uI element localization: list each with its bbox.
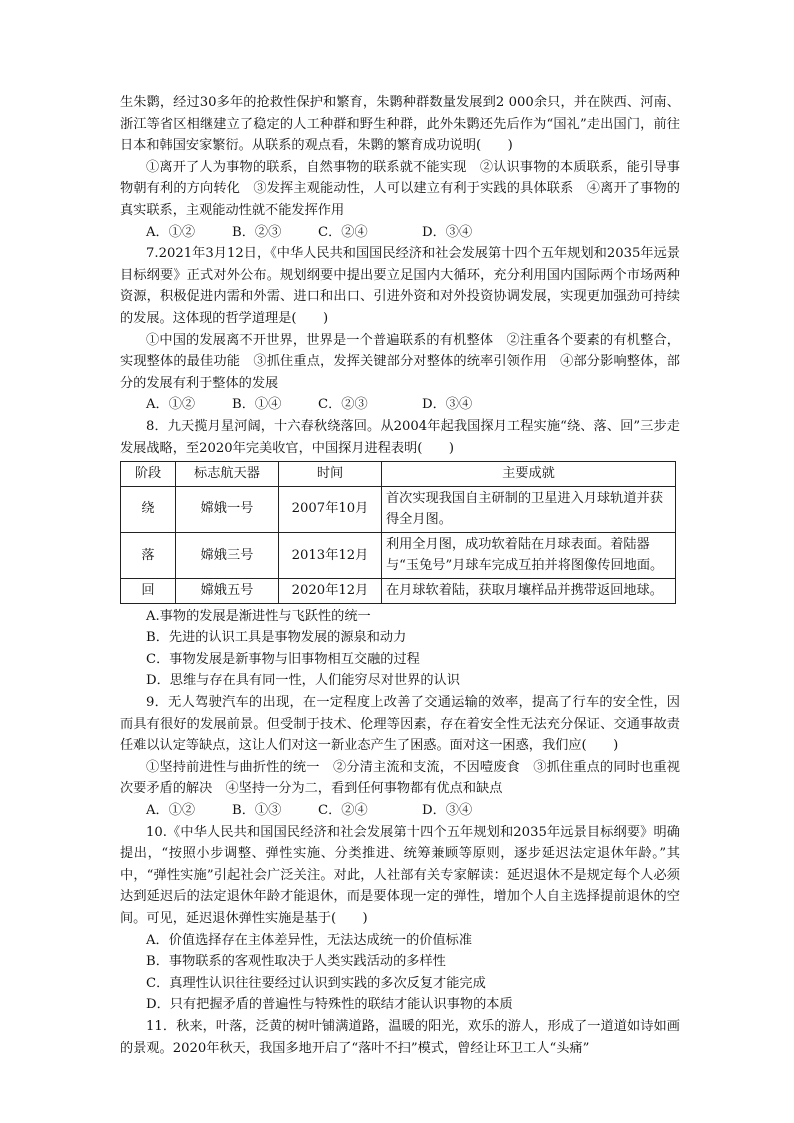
table-cell: 绕 [121, 486, 176, 532]
q9-option-a: A．①② [146, 803, 196, 818]
table-header: 主要成就 [382, 462, 676, 487]
q11-stem: 11．秋来，叶落，泛黄的树叶铺满道路，温暖的阳光，欢乐的游人，形成了一道道如诗如画的景观。2020年秋天，我国多地开启了“落叶不扫”模式，曾经让环卫工人“头痛” [120, 1018, 680, 1056]
table-row [121, 486, 676, 532]
q6-option-a: A．①② [146, 224, 196, 240]
q8-option-a: A.事物的发展是渐进性与飞跃性的统一 [146, 608, 371, 624]
q7-option-d: D．③④ [422, 397, 473, 413]
exam-page [120, 92, 680, 1059]
table-cell: 在月球软着陆，获取月壤样品并携带返回地球。 [382, 579, 676, 604]
q6-statements: ①离开了人为事物的联系，自然事物的联系就不能实现 ②认识事物的本质联系，能引导事物朝有利的方向转化 ③发挥主观能动性，人可以建立有利于实践的具体联系 ④离开了事物的真实联系，主观能动性就不能发挥作用 [120, 159, 680, 218]
q9-option-d: D．③④ [422, 803, 473, 818]
table-cell: 回 [121, 579, 176, 604]
q7-option-c: C．②③ [318, 397, 368, 413]
q6-options [120, 222, 680, 244]
q10-option-b: B．事物联系的客观性取决于人类实践活动的多样性 [146, 954, 446, 970]
q9-option-b: B．①③ [232, 803, 282, 818]
table-header-row [121, 462, 676, 487]
q9-options [120, 800, 680, 822]
table-row [121, 532, 676, 578]
q9-option-c: C．②④ [318, 803, 368, 818]
q6-option-c: C．②④ [318, 224, 368, 240]
table-cell: 落 [121, 532, 176, 578]
table-cell: 嫦娥一号 [176, 486, 279, 532]
q10-option-d: D．只有把握矛盾的普遍性与特殊性的联结才能认识事物的本质 [146, 997, 513, 1013]
table-cell: 利用全月图，成功软着陆在月球表面。着陆器与“玉兔号”月球车完成互拍并将图像传回地面。 [382, 532, 676, 578]
q6-stem: 生朱鹮，经过30多年的抢救性保护和繁育，朱鹮种群数量发展到2 000余只，并在陕西、河南、浙江等省区相继建立了稳定的人工种群和野生种群，此外朱鹮还先后作为“国礼”走出国门，前往日本和韩国安家繁衍。从联系的观点看，朱鹮的繁育成功说明( ) [120, 95, 680, 154]
q6-option-b: B．②③ [232, 224, 282, 240]
table-row [121, 579, 676, 604]
q8-option-b: B．先进的认识工具是事物发展的源泉和动力 [146, 630, 407, 646]
q8-option-c: C．事物发展是新事物与旧事物相互交融的过程 [146, 651, 420, 667]
table-header: 标志航天器 [176, 462, 279, 487]
q8-option-d: D．思维与存在具有同一性，人们能穷尽对世界的认识 [146, 673, 460, 689]
exploration-table [120, 461, 676, 604]
q7-stem: 7.2021年3月12日，《中华人民共和国国民经济和社会发展第十四个五年规划和2035年远景目标纲要》正式对外公布。规划纲要中提出要立足国内大循环，充分利用国内国际两个市场两种资源，积极促进内需和外需、进口和出口、引进外资和对外投资协调发展，实现更加强劲可持续的发展。这体现的哲学道理是( ) [120, 246, 680, 326]
q7-option-b: B．①④ [232, 397, 282, 413]
q8-stem: 8．九天揽月星河阔，十六春秋绕落回。从2004年起我国探月工程实施“绕、落、回”三步走发展战略，至2020年完美收官，中国探月进程表明( ) [120, 418, 680, 456]
q10-option-c: C．真理性认识往往要经过认识到实践的多次反复才能完成 [146, 975, 486, 991]
q7-option-a: A．①② [146, 397, 196, 413]
q7-statements: ①中国的发展离不开世界，世界是一个普遍联系的有机整体 ②注重各个要素的有机整合，实现整体的最佳功能 ③抓住重点，发挥关键部分对整体的统率引领作用 ④部分影响整体，部分的发展有利于整体的发展 [120, 332, 680, 391]
table-cell: 嫦娥三号 [176, 532, 279, 578]
table-cell: 首次实现我国自主研制的卫星进入月球轨道并获得全月图。 [382, 486, 676, 532]
q10-option-a: A．价值选择存在主体差异性，无法达成统一的价值标准 [146, 932, 473, 948]
table-cell: 2020年12月 [279, 579, 382, 604]
q9-stem: 9．无人驾驶汽车的出现，在一定程度上改善了交通运输的效率，提高了行车的安全性，因而具有很好的发展前景。但受制于技术、伦理等因素，存在着安全性无法充分保证、交通事故责任难以认定等缺点，这让人们对这一新业态产生了困惑。面对这一困惑，我们应( ) [120, 695, 680, 754]
table-header: 阶段 [121, 462, 176, 487]
table-cell: 嫦娥五号 [176, 579, 279, 604]
q6-option-d: D．③④ [422, 224, 473, 240]
q9-statements: ①坚持前进性与曲折性的统一 ②分清主流和支流，不因噎废食 ③抓住重点的同时也重视次要矛盾的解决 ④坚持一分为二，看到任何事物都有优点和缺点 [120, 759, 680, 797]
q10-stem: 10.《中华人民共和国国民经济和社会发展第十四个五年规划和2035年远景目标纲要》明确提出，“按照小步调整、弹性实施、分类推进、统筹兼顾等原则，逐步延迟法定退休年龄。”其中，“弹性实施”引起社会广泛关注。对此，人社部有关专家解读：延迟退休不是规定每个人必须达到延迟后的法定退休年龄才能退休，而是要体现一定的弹性，增加个人自主选择提前退休的空间。可见，延迟退休弹性实施是基于( ) [120, 824, 680, 926]
q7-options [120, 394, 680, 416]
table-header: 时间 [279, 462, 382, 487]
table-cell: 2013年12月 [279, 532, 382, 578]
table-cell: 2007年10月 [279, 486, 382, 532]
